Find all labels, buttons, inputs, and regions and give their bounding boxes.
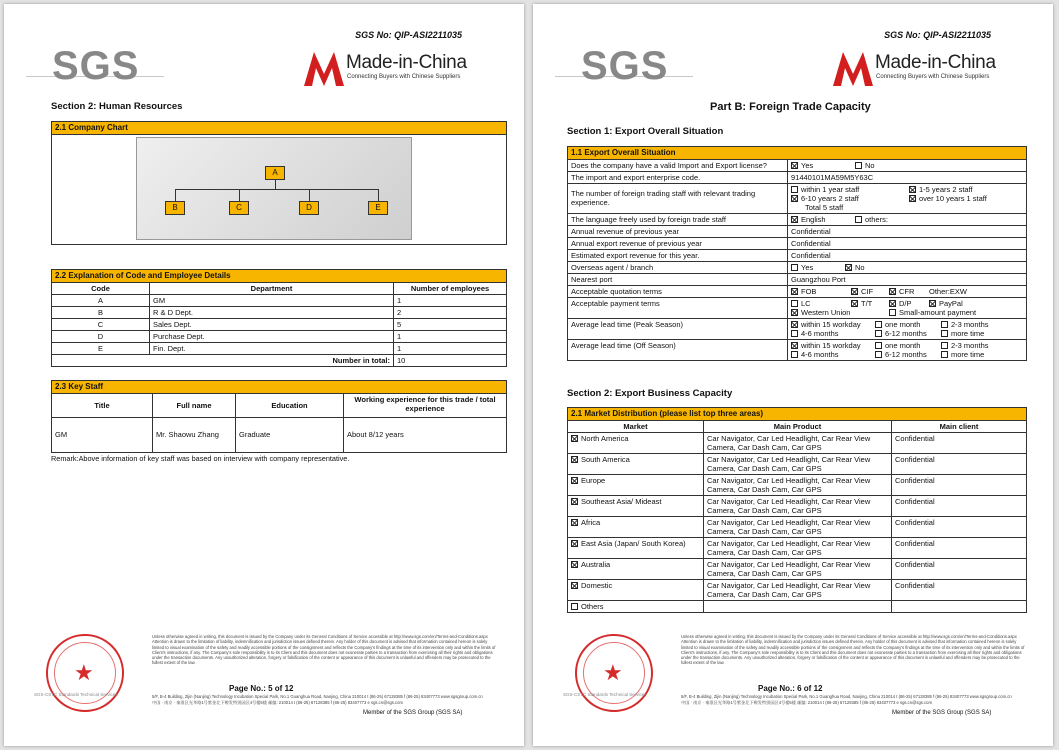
checkbox-unchecked[interactable] <box>571 603 578 610</box>
checkbox-checked[interactable] <box>791 195 798 202</box>
option-label: within 1 year staff <box>801 184 860 194</box>
option-label: Yes <box>801 262 814 272</box>
total-value: 10 <box>394 354 507 366</box>
mic-brand-text: Made-in-China <box>875 52 996 73</box>
option-label: Other:EXW <box>929 286 967 296</box>
option-label: PayPal <box>939 298 963 308</box>
sgs-number: SGS No: QIP-ASI2211035 <box>355 30 462 40</box>
table-row <box>568 600 1027 612</box>
checkbox-checked[interactable] <box>791 342 798 349</box>
checkbox-checked[interactable] <box>851 300 858 307</box>
option-label: 2-3 months <box>951 319 989 329</box>
table-row <box>52 342 507 354</box>
option-label: D/P <box>899 298 912 308</box>
option-label: No <box>865 160 875 170</box>
question-cell: Estimated export revenue for this year. <box>568 249 788 261</box>
option-label: Small-amount payment <box>899 307 977 317</box>
star-icon: ★ <box>74 660 94 685</box>
mic-brand-text: Made-in-China <box>346 52 467 73</box>
market-name: Domestic <box>581 580 613 590</box>
answer-cell: Confidential <box>788 225 1027 237</box>
checkbox-unchecked[interactable] <box>889 309 896 316</box>
checkbox-checked[interactable] <box>791 162 798 169</box>
option-label: within 15 workday <box>801 340 861 350</box>
org-node-e: E <box>368 201 388 215</box>
staff-total: Total 5 staff <box>805 202 844 212</box>
option-label: FOB <box>801 286 817 296</box>
dept-cell: Fin. Dept. <box>150 342 394 354</box>
main-client: Confidential <box>892 579 1027 600</box>
sgs-number: SGS No: QIP-ASI2211035 <box>884 30 991 40</box>
question-cell: Nearest port <box>568 273 788 285</box>
checkbox-checked[interactable] <box>571 540 578 547</box>
col-header: Number of employees <box>394 282 507 294</box>
checkbox-checked[interactable] <box>929 300 936 307</box>
address-cn: 中国 · 南京 · 秦淮区光华路1号紫金北下孵发特别园区4号楼5楼 邮编: 210014 t (86-25) 67128385 f (86-25) 83407773 e sgs.cn@sgs.com <box>681 700 932 705</box>
company-seal-stamp <box>575 634 653 712</box>
answer-cell: Guangzhou Port <box>788 273 1027 285</box>
main-product: Car Navigator, Car Led Headlight, Car Rear View Camera, Car Dash Cam, Car GPS <box>704 516 892 537</box>
checkbox-unchecked[interactable] <box>941 330 948 337</box>
main-product: Car Navigator, Car Led Headlight, Car Rear View Camera, Car Dash Cam, Car GPS <box>704 432 892 453</box>
main-client: Confidential <box>892 495 1027 516</box>
table-row <box>568 474 1027 495</box>
checkbox-checked[interactable] <box>571 498 578 505</box>
col-header: Market <box>568 420 704 432</box>
address-en: 5/F, B-4 Building, Zijin (Nanjing) Technology Incubation Special Park, No.1 Guanghua Road, Nanjing, China 210014 t (86-25) 67128385 f (86-25) 83407773 www.sgsgroup.com.cn <box>152 694 483 699</box>
market-bar: 2.1 Market Distribution (please list top three areas) <box>568 408 1027 421</box>
count-cell: 1 <box>394 330 507 342</box>
staff-education: Graduate <box>236 417 344 452</box>
table-row <box>52 417 507 452</box>
checkbox-unchecked[interactable] <box>941 321 948 328</box>
total-label: Number in total: <box>52 354 394 366</box>
checkbox-unchecked[interactable] <box>855 162 862 169</box>
table-row <box>568 579 1027 600</box>
option-label: No <box>855 262 865 272</box>
dept-cell: Purchase Dept. <box>150 330 394 342</box>
option-label: Yes <box>801 160 814 170</box>
market-name: South America <box>581 454 630 464</box>
main-product: Car Navigator, Car Led Headlight, Car Rear View Camera, Car Dash Cam, Car GPS <box>704 453 892 474</box>
table-row <box>568 537 1027 558</box>
page-number: Page No.: 5 of 12 <box>229 684 294 693</box>
market-name: Others <box>581 601 604 611</box>
table-row <box>568 558 1027 579</box>
key-staff-bar: 2.3 Key Staff <box>52 381 507 394</box>
checkbox-unchecked[interactable] <box>941 342 948 349</box>
mic-tagline: Connecting Buyers with Chinese Suppliers <box>347 74 461 80</box>
option-label: within 15 workday <box>801 319 861 329</box>
export-bar: 1.1 Export Overall Situation <box>568 147 1027 160</box>
table-row <box>568 432 1027 453</box>
address-en: 5/F, B-4 Building, Zijin (Nanjing) Technology Incubation Special Park, No.1 Guanghua Road, Nanjing, China 210014 t (86-25) 67128385 f (86-25) 83407773 www.sgsgroup.com.cn <box>681 694 1012 699</box>
employee-table-bar: 2.2 Explanation of Code and Employee Details <box>52 270 507 283</box>
company-chart-bar: 2.1 Company Chart <box>52 122 507 135</box>
main-product: Car Navigator, Car Led Headlight, Car Rear View Camera, Car Dash Cam, Car GPS <box>704 558 892 579</box>
staff-name: Mr. Shaowu Zhang <box>153 417 236 452</box>
stamp-caption: SGS-CSTC Standards Technical Services <box>34 692 118 697</box>
mic-logo-icon <box>304 52 344 86</box>
question-cell: Does the company have a valid Import and Export license? <box>568 159 788 171</box>
option-label: 2-3 months <box>951 340 989 350</box>
main-client: Confidential <box>892 558 1027 579</box>
option-label: CIF <box>861 286 874 296</box>
key-staff-table <box>51 380 507 453</box>
count-cell: 5 <box>394 318 507 330</box>
checkbox-unchecked[interactable] <box>791 300 798 307</box>
remark-text: Remark:Above information of key staff was based on interview with company representative. <box>51 454 350 463</box>
market-name: Southeast Asia/ Mideast <box>581 496 662 506</box>
answer-cell: Confidential <box>788 249 1027 261</box>
section2-title: Section 2: Export Business Capacity <box>567 388 733 399</box>
org-node-b: B <box>165 201 185 215</box>
question-cell: The language freely used by foreign trade staff <box>568 213 788 225</box>
star-icon: ★ <box>603 660 623 685</box>
market-name: Africa <box>581 517 601 527</box>
mic-tagline: Connecting Buyers with Chinese Suppliers <box>876 74 990 80</box>
sgs-logo: SGS <box>52 44 140 88</box>
checkbox-unchecked[interactable] <box>941 351 948 358</box>
fine-print: Unless otherwise agreed in writing, this document is issued by the Company under its General Conditions of Service accessible at http://www.sgs.com/en/Terms-and-Conditions.aspx Attention is drawn to the limitation of liability, indemnification and jurisdiction issues defined therein. Any holder of this document is advised that information contained hereon is solely limited to visual examination of the safety and readily accessible portions of the consignment and reflects the Company's findings at the time of its intervention only and within the limits of Client's instructions, if any. The Company's sole responsibility is to its Client and this document does not exonerate parties to a transaction from exercising all their rights and obligations under the transaction documents. Any unauthorized alteration, forgery or falsification of the content or appearance of this document is unlawful and offenders may be prosecuted to the fullest extent of the law. <box>152 634 496 666</box>
code-cell: D <box>52 330 150 342</box>
checkbox-unchecked[interactable] <box>791 186 798 193</box>
checkbox-checked[interactable] <box>571 456 578 463</box>
option-label: more time <box>951 349 985 359</box>
main-product: Car Navigator, Car Led Headlight, Car Rear View Camera, Car Dash Cam, Car GPS <box>704 474 892 495</box>
page-number: Page No.: 6 of 12 <box>758 684 823 693</box>
col-header: Department <box>150 282 394 294</box>
main-client: Confidential <box>892 516 1027 537</box>
answer-cell: Confidential <box>788 237 1027 249</box>
section-title: Section 2: Human Resources <box>51 101 183 112</box>
question-cell: Acceptable payment terms <box>568 297 788 318</box>
company-seal-stamp <box>46 634 124 712</box>
question-cell: The import and export enterprise code. <box>568 171 788 183</box>
report-page-6 <box>533 4 1053 746</box>
member-text: Member of the SGS Group (SGS SA) <box>363 710 463 716</box>
main-client: Confidential <box>892 432 1027 453</box>
option-label: one month <box>885 319 921 329</box>
checkbox-unchecked[interactable] <box>875 330 882 337</box>
code-cell: C <box>52 318 150 330</box>
org-chart <box>136 137 412 240</box>
table-row <box>568 453 1027 474</box>
question-cell: Annual revenue of previous year <box>568 225 788 237</box>
option-label: CFR <box>899 286 915 296</box>
made-in-china-logo <box>833 52 1003 88</box>
code-cell: E <box>52 342 150 354</box>
market-name: Australia <box>581 559 611 569</box>
checkbox-unchecked[interactable] <box>791 330 798 337</box>
market-distribution-table <box>567 407 1027 613</box>
count-cell: 1 <box>394 294 507 306</box>
address-cn: 中国 · 南京 · 秦淮区光华路1号紫金北下孵发特别园区4号楼5楼 邮编: 210014 t (86-25) 67128385 f (86-25) 83407773 e sgs.cn@sgs.com <box>152 700 403 705</box>
col-header: Full name <box>153 393 236 417</box>
checkbox-checked[interactable] <box>791 288 798 295</box>
col-header: Working experience for this trade / total experience <box>344 393 507 417</box>
option-label: Western Union <box>801 307 851 317</box>
main-product: Car Navigator, Car Led Headlight, Car Rear View Camera, Car Dash Cam, Car GPS <box>704 537 892 558</box>
checkbox-checked[interactable] <box>791 309 798 316</box>
mic-logo-icon <box>833 52 873 86</box>
checkbox-checked[interactable] <box>791 216 798 223</box>
checkbox-unchecked[interactable] <box>875 351 882 358</box>
table-row <box>52 330 507 342</box>
checkbox-unchecked[interactable] <box>855 216 862 223</box>
employee-table <box>51 269 507 367</box>
question-cell: Average lead time (Peak Season) <box>568 318 788 339</box>
stamp-caption: SGS-CSTC Standards Technical Services <box>563 692 647 697</box>
section1-title: Section 1: Export Overall Situation <box>567 126 724 137</box>
checkbox-checked[interactable] <box>889 288 896 295</box>
checkbox-checked[interactable] <box>851 288 858 295</box>
org-node-d: D <box>299 201 319 215</box>
question-cell: Overseas agent / branch <box>568 261 788 273</box>
table-row <box>52 294 507 306</box>
market-name: East Asia (Japan/ South Korea) <box>581 538 686 548</box>
staff-title: GM <box>52 417 153 452</box>
option-label: others: <box>865 214 888 224</box>
checkbox-unchecked[interactable] <box>875 321 882 328</box>
checkbox-checked[interactable] <box>571 582 578 589</box>
org-node-top: A <box>265 166 285 180</box>
table-row <box>52 318 507 330</box>
col-header: Main client <box>892 420 1027 432</box>
question-cell: Annual export revenue of previous year <box>568 237 788 249</box>
checkbox-checked[interactable] <box>909 195 916 202</box>
fine-print: Unless otherwise agreed in writing, this document is issued by the Company under its General Conditions of Service accessible at http://www.sgs.com/en/Terms-and-Conditions.aspx Attention is drawn to the limitation of liability, indemnification and jurisdiction issues defined therein. Any holder of this document is advised that information contained hereon is solely limited to visual examination of the safety and readily accessible portions of the consignment and reflects the Company's findings at the time of its intervention only and within the limits of Client's instructions, if any. The Company's sole responsibility is to its Client and this document does not exonerate parties to a transaction from exercising all their rights and obligations under the transaction documents. Any unauthorized alteration, forgery or falsification of the content or appearance of this document is unlawful and offenders may be prosecuted to the fullest extent of the law. <box>681 634 1025 666</box>
checkbox-checked[interactable] <box>571 519 578 526</box>
part-title: Part B: Foreign Trade Capacity <box>710 101 871 113</box>
option-label: LC <box>801 298 811 308</box>
staff-experience: About 8/12 years <box>344 417 507 452</box>
main-client: Confidential <box>892 537 1027 558</box>
market-name: Europe <box>581 475 606 485</box>
table-row <box>568 516 1027 537</box>
member-text: Member of the SGS Group (SGS SA) <box>892 710 992 716</box>
org-node-c: C <box>229 201 249 215</box>
dept-cell: GM <box>150 294 394 306</box>
page-footer <box>4 634 524 744</box>
count-cell: 2 <box>394 306 507 318</box>
dept-cell: R & D Dept. <box>150 306 394 318</box>
sgs-logo: SGS <box>581 44 669 88</box>
question-cell: Acceptable quotation terms <box>568 285 788 297</box>
company-chart-table <box>51 121 507 245</box>
checkbox-checked[interactable] <box>571 477 578 484</box>
checkbox-checked[interactable] <box>909 186 916 193</box>
table-row <box>52 306 507 318</box>
question-cell: Average lead time (Off Season) <box>568 339 788 360</box>
option-label: 4-6 months <box>801 328 839 338</box>
checkbox-checked[interactable] <box>571 561 578 568</box>
checkbox-unchecked[interactable] <box>791 351 798 358</box>
checkbox-checked[interactable] <box>889 300 896 307</box>
option-label: 4-6 months <box>801 349 839 359</box>
main-client: Confidential <box>892 453 1027 474</box>
checkbox-checked[interactable] <box>845 264 852 271</box>
checkbox-unchecked[interactable] <box>875 342 882 349</box>
option-label: T/T <box>861 298 873 308</box>
option-label: 6-12 months <box>885 328 927 338</box>
main-client: Confidential <box>892 474 1027 495</box>
question-cell: The number of foreign trading staff with relevant trading experience. <box>568 183 788 213</box>
dept-cell: Sales Dept. <box>150 318 394 330</box>
col-header: Code <box>52 282 150 294</box>
main-product: Car Navigator, Car Led Headlight, Car Rear View Camera, Car Dash Cam, Car GPS <box>704 495 892 516</box>
checkbox-checked[interactable] <box>571 435 578 442</box>
option-label: 6-12 months <box>885 349 927 359</box>
market-name: North America <box>581 433 629 443</box>
option-label: one month <box>885 340 921 350</box>
option-label: 1-5 years 2 staff <box>919 184 973 194</box>
option-label: 6-10 years 2 staff <box>801 193 859 203</box>
option-label: over 10 years 1 staff <box>919 193 987 203</box>
col-header: Title <box>52 393 153 417</box>
col-header: Main Product <box>704 420 892 432</box>
page-footer <box>533 634 1053 744</box>
export-situation-table <box>567 146 1027 361</box>
main-product: Car Navigator, Car Led Headlight, Car Rear View Camera, Car Dash Cam, Car GPS <box>704 579 892 600</box>
made-in-china-logo <box>304 52 474 88</box>
table-row <box>568 495 1027 516</box>
option-label: English <box>801 214 826 224</box>
code-cell: B <box>52 306 150 318</box>
answer-cell: 91440101MA59M5Y63C <box>788 171 1027 183</box>
col-header: Education <box>236 393 344 417</box>
checkbox-unchecked[interactable] <box>791 264 798 271</box>
code-cell: A <box>52 294 150 306</box>
report-page-5 <box>4 4 524 746</box>
option-label: more time <box>951 328 985 338</box>
count-cell: 1 <box>394 342 507 354</box>
checkbox-checked[interactable] <box>791 321 798 328</box>
